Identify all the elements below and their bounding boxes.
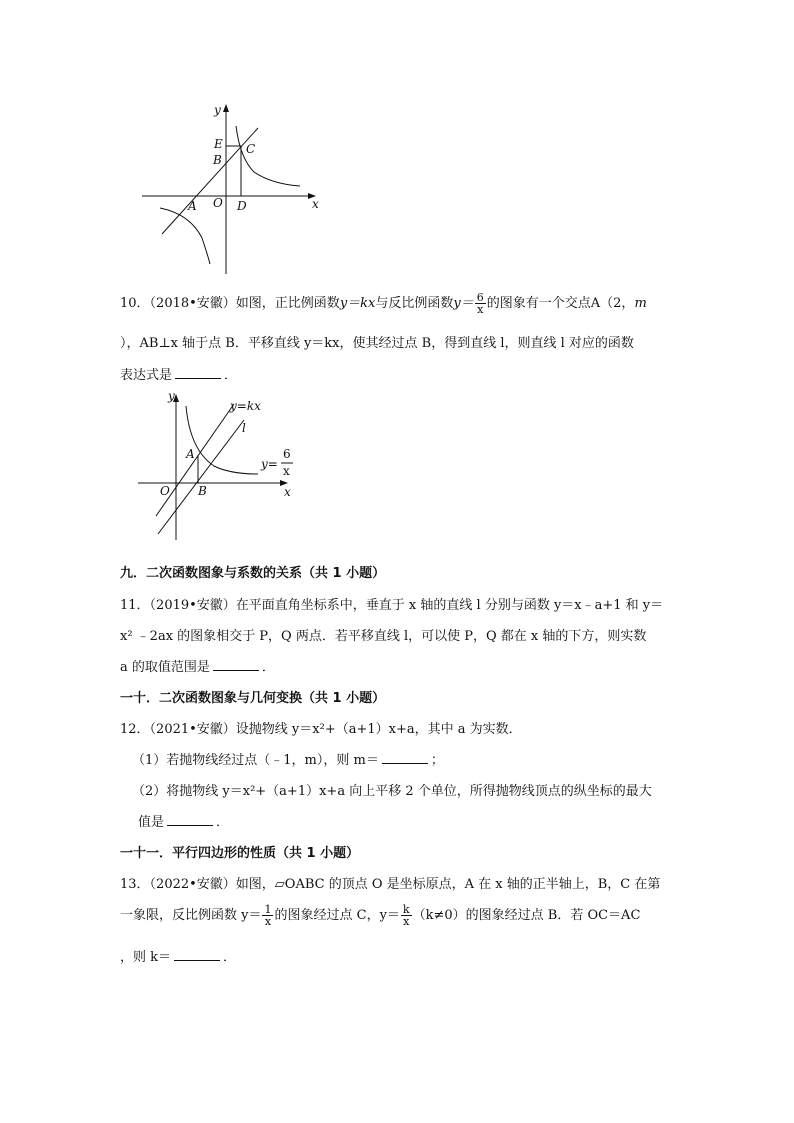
q12-line4: 值是 ． xyxy=(138,815,230,830)
fig2-label-six: 6 xyxy=(283,447,291,461)
fig2-label-ykx: y=kx xyxy=(230,399,261,413)
fig1-label-E: E xyxy=(214,137,223,151)
answer-blank[interactable] xyxy=(175,368,221,379)
fig2-label-x: x xyxy=(284,485,291,499)
fig1-label-x: x xyxy=(312,197,319,211)
q10-line2: ），AB⊥x 轴于点 B．平移直线 y＝kx，使其经过点 B，得到直线 l，则直线 l 对应的函数 xyxy=(120,336,634,351)
figure-2 xyxy=(134,386,304,546)
q11-line2: x² ﹣2ax 的图象相交于 P，Q 两点．若平移直线 l，可以使 P，Q 都在 x 轴的下方，则实数 xyxy=(120,629,647,644)
fig2-label-xden: x xyxy=(283,464,290,478)
section-heading-11: 一十一．平行四边形的性质（共 1 小题） xyxy=(120,846,360,861)
fig2-label-y: y xyxy=(168,389,175,403)
answer-blank[interactable] xyxy=(167,815,213,826)
answer-blank[interactable] xyxy=(213,660,259,671)
fig1-label-O: O xyxy=(213,196,223,210)
q12-line1: 12．（2021•安徽）设抛物线 y＝x²+（a+1）x+a，其中 a 为实数． xyxy=(120,722,522,737)
fig2-label-yeq: y= xyxy=(261,457,278,471)
q11-line3: a 的取值范围是 ． xyxy=(120,660,275,675)
fig1-label-y: y xyxy=(214,103,221,117)
fig1-label-C: C xyxy=(246,142,256,156)
q10-line1: 10．（2018•安徽）如图，正比例函数y＝kx与反比例函数y＝ $\frac{6}{x}$ 的图象有一个交点A（2，m xyxy=(120,291,647,316)
fig1-label-A: A xyxy=(188,199,197,213)
answer-blank[interactable] xyxy=(382,753,428,764)
q13-fraction-2: $\frac{k}{x}$ xyxy=(402,903,410,928)
q13-line2: 一象限，反比例函数 y＝ $\frac{1}{x}$ 的图象经过点 C，y＝ $\frac{k}{x}$ （k≠0）的图象经过点 B．若 OC＝AC xyxy=(120,903,641,928)
fig1-label-B: B xyxy=(213,153,222,167)
q13-line3: ，则 k＝ ． xyxy=(120,950,237,965)
section-heading-10: 一十．二次函数图象与几何变换（共 1 小题） xyxy=(120,691,386,706)
q10-fraction: $\frac{6}{x}$ xyxy=(476,291,484,316)
answer-blank[interactable] xyxy=(174,950,220,961)
fig1-label-D: D xyxy=(237,199,247,213)
q13-line1: 13．（2022•安徽）如图，▱OABC 的顶点 O 是坐标原点，A 在 x 轴的正半轴上，B，C 在第 xyxy=(120,877,661,892)
figure-1 xyxy=(136,98,336,278)
section-heading-9: 九．二次函数图象与系数的关系（共 1 小题） xyxy=(120,566,386,581)
q10-line3: 表达式是 ． xyxy=(120,368,238,383)
q12-line2: （1）若抛物线经过点（﹣1，m），则 m＝ ； xyxy=(132,753,444,768)
q13-fraction-1: $\frac{1}{x}$ xyxy=(264,903,272,928)
q11-line1: 11．（2019•安徽）在平面直角坐标系中，垂直于 x 轴的直线 l 分别与函数 y＝x﹣a+1 和 y＝ xyxy=(120,598,664,613)
q12-line3: （2）将抛物线 y＝x²+（a+1）x+a 向上平移 2 个单位，所得抛物线顶点的纵坐标的最大 xyxy=(132,784,652,799)
fig2-label-O: O xyxy=(160,484,170,498)
fig2-label-A: A xyxy=(186,447,195,461)
fig2-label-B: B xyxy=(198,484,207,498)
fig2-label-l: l xyxy=(242,421,246,435)
